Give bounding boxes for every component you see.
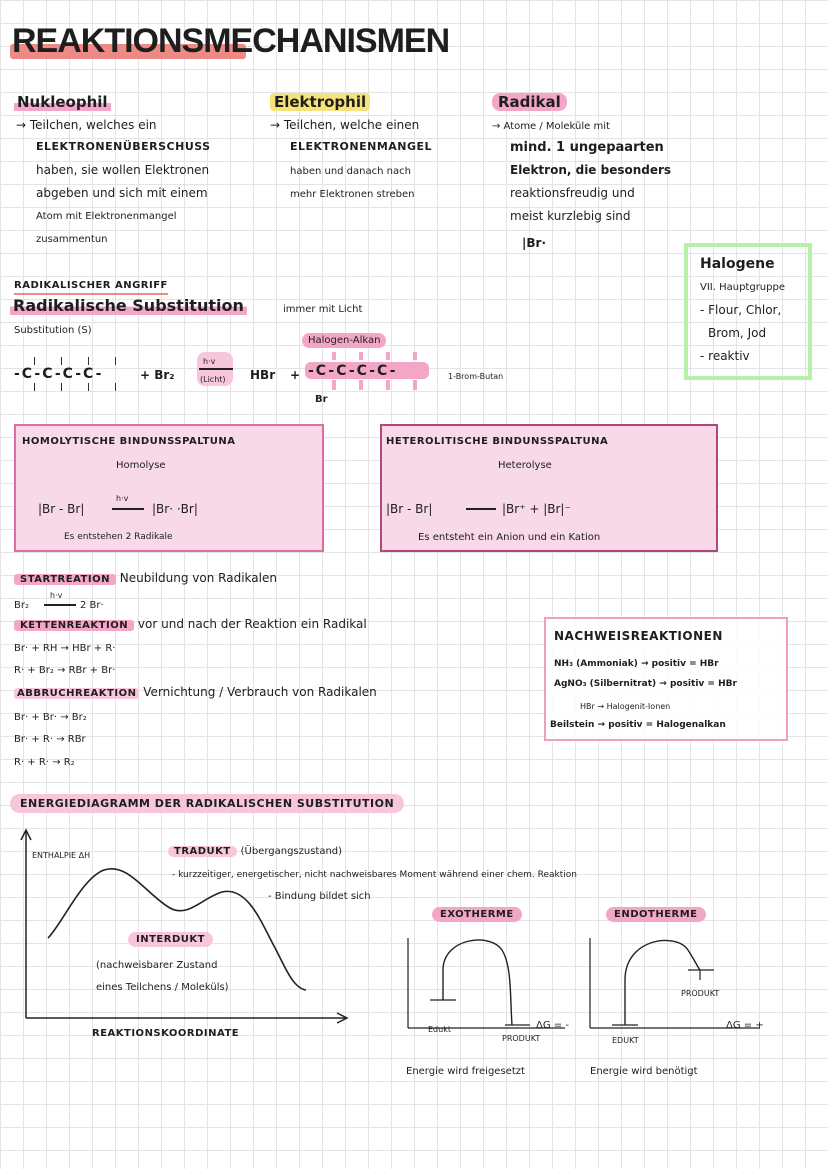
homolyse-note: Es entstehen 2 Radikale: [64, 532, 173, 542]
start-row: [14, 571, 277, 587]
radikal-line-5: meist kurzlebig sind: [510, 209, 631, 223]
traduct-line-1: - kurzzeitiger, energetischer, nicht nachweisbares Moment während einer chem. Reaktion: [172, 870, 577, 880]
radical-substitution-title: Radikalische Substitution: [10, 296, 247, 315]
halogene-line-1: VII. Hauptgruppe: [700, 282, 785, 293]
heterolyse-box: [380, 424, 718, 552]
homolyse-heading: HOMOLYTISCHE BINDUNSSPALTUNA: [22, 436, 236, 447]
chain-eq-2: R· + Br₂ → RBr + Br·: [14, 665, 116, 676]
heterolyse-arrow: [466, 508, 496, 510]
halogene-line-3: Brom, Jod: [708, 326, 767, 340]
reaction-reactant: -C-C-C-C-: [14, 366, 104, 382]
nucleophil-line-4: abgeben und sich mit einem: [36, 186, 208, 200]
endo-produkt: PRODUKT: [681, 989, 720, 998]
nucleophil-line-6: zusammentun: [36, 234, 108, 245]
chain-eq-1: Br· + RH → HBr + R·: [14, 643, 116, 654]
reaction-plus: +: [290, 368, 301, 382]
reaction-product-br: Br: [315, 394, 328, 405]
homolyse-eq-left: |Br - Br|: [38, 502, 85, 516]
start-eq-right: 2 Br·: [80, 600, 104, 611]
reaction-plus-br2: + Br₂: [140, 368, 175, 382]
chain-label: KETTENREAKTION: [14, 620, 134, 631]
radical-substitution-heading: [10, 296, 247, 316]
reaction-arrow-top: h·v: [203, 357, 216, 366]
energy-y-label: ENTHALPIE ΔH: [32, 851, 91, 860]
stop-label: ABBRUCHREAKTION: [14, 688, 139, 699]
reaction-product: -C-C-C-C-: [308, 363, 398, 379]
reaction-product-name: 1-Brom-Butan: [448, 372, 504, 381]
radikal-line-2: mind. 1 ungepaarten: [510, 140, 664, 155]
halogene-line-4: - reaktiv: [700, 349, 750, 363]
page-title: REAKTIONSMECHANISMEN: [12, 22, 450, 60]
halogene-box: [684, 243, 812, 380]
heterolyse-eq-left: |Br - Br|: [386, 502, 433, 516]
elektrophil-line-4: mehr Elektronen streben: [290, 189, 415, 200]
reaction-hbr: HBr: [250, 368, 276, 382]
stop-eq-1: Br· + Br· → Br₂: [14, 712, 87, 723]
start-label: STARTREATION: [14, 574, 116, 585]
radical-attack-note: immer mit Licht: [283, 304, 363, 315]
traduct-line-2: - Bindung bildet sich: [268, 891, 371, 902]
nucleophil-line-1: → Teilchen, welches ein: [16, 118, 157, 132]
halogene-line-2: - Flour, Chlor,: [700, 303, 782, 317]
heterolyse-eq-right: |Br⁺ + |Br|⁻: [502, 502, 571, 516]
stop-eq-2: Br· + R· → RBr: [14, 734, 86, 745]
start-eq-left: Br₂: [14, 600, 29, 611]
nucleophil-line-5: Atom mit Elektronenmangel: [36, 211, 177, 222]
halogene-heading: Halogene: [700, 256, 775, 272]
radikal-line-4: reaktionsfreudig und: [510, 186, 635, 200]
exo-caption: Energie wird freigesetzt: [406, 1066, 525, 1077]
heterolyse-heading: HETEROLITISCHE BINDUNSSPALTUNA: [386, 436, 609, 447]
stop-text: Vernichtung / Verbrauch von Radikalen: [143, 685, 377, 699]
energy-diagram: [0, 820, 828, 1090]
traduct-label: TRADUKT: [168, 846, 237, 857]
radikal-example: |Br·: [522, 236, 547, 250]
chain-text: vor und nach der Reaktion ein Radikal: [137, 617, 367, 631]
heterolyse-sub: Heterolyse: [498, 460, 552, 471]
reactant-bonds: [14, 357, 124, 391]
radikal-line-1: → Atome / Moleküle mit: [492, 121, 610, 132]
traduct-row: [168, 843, 342, 859]
endo-label: ENDOTHERME: [606, 907, 706, 922]
homolyse-arrow-label: h·v: [116, 494, 129, 503]
chain-row: [14, 617, 367, 633]
nachweis-line-2: AgNO₃ (Silbernitrat) → positiv = HBr: [554, 679, 737, 689]
endo-dg: ΔG = +: [726, 1020, 764, 1031]
homolyse-sub: Homolyse: [116, 460, 166, 471]
nucleophil-line-2: ELEKTRONENÜBERSCHUSS: [36, 140, 211, 153]
exo-dg: ΔG = -: [536, 1020, 569, 1031]
endo-caption: Energie wird benötigt: [590, 1066, 698, 1077]
nachweis-line-1: NH₃ (Ammoniak) → positiv = HBr: [554, 659, 719, 669]
exo-produkt: PRODUKT: [502, 1034, 541, 1043]
exo-edukt: Edukt: [428, 1025, 451, 1034]
homolyse-eq-right: |Br· ·Br|: [152, 502, 198, 516]
traduct-paren: (Übergangszustand): [240, 846, 343, 857]
nachweis-box: [544, 617, 788, 741]
elektrophil-line-1: → Teilchen, welche einen: [270, 118, 420, 132]
radical-attack-label: RADIKALISCHER ANGRIFF: [14, 278, 168, 295]
elektrophil-line-2: ELEKTRONENMANGEL: [290, 140, 433, 153]
start-text: Neubildung von Radikalen: [119, 571, 277, 585]
nachweis-line-4: Beilstein → positiv = Halogenalkan: [550, 720, 726, 730]
halogen-alkan-label: Halogen-Alkan: [302, 333, 386, 348]
exo-label: EXOTHERME: [432, 907, 522, 922]
stop-row: [14, 685, 377, 701]
nachweis-line-3: HBr → Halogenit-Ionen: [580, 702, 671, 711]
heterolyse-note: Es entsteht ein Anion und ein Kation: [418, 532, 601, 543]
intermediate-line-1: (nachweisbarer Zustand: [96, 960, 218, 971]
exo-curve: [443, 940, 512, 1025]
nucleophil-line-3: haben, sie wollen Elektronen: [36, 163, 210, 177]
endo-curve: [625, 940, 700, 1025]
start-eq-arrow: [44, 604, 76, 606]
radikal-line-3: Elektron, die besonders: [510, 163, 672, 177]
reaction-arrow: [199, 368, 233, 370]
elektrophil-line-3: haben und danach nach: [290, 166, 411, 177]
radikal-heading: Radikal: [492, 93, 567, 111]
energy-x-label: REAKTIONSKOORDINATE: [92, 1028, 240, 1039]
energy-heading: ENERGIEDIAGRAMM DER RADIKALISCHEN SUBSTITUTION: [10, 794, 404, 813]
reaction-arrow-bottom: (Licht): [200, 375, 226, 384]
stop-eq-3: R· + R· → R₂: [14, 757, 75, 768]
nachweis-heading: NACHWEISREAKTIONEN: [554, 629, 723, 643]
substitution-label: Substitution (S): [14, 325, 92, 336]
endo-edukt: EDUKT: [612, 1036, 639, 1045]
nucleophil-heading: Nukleophil: [14, 93, 111, 111]
intermediate-label: INTERDUKT: [128, 932, 213, 947]
elektrophil-heading: Elektrophil: [270, 93, 370, 111]
homolyse-arrow: [112, 508, 144, 510]
intermediate-line-2: eines Teilchens / Moleküls): [96, 982, 229, 993]
homolyse-box: [14, 424, 324, 552]
start-eq-arrow-label: h·v: [50, 591, 63, 600]
